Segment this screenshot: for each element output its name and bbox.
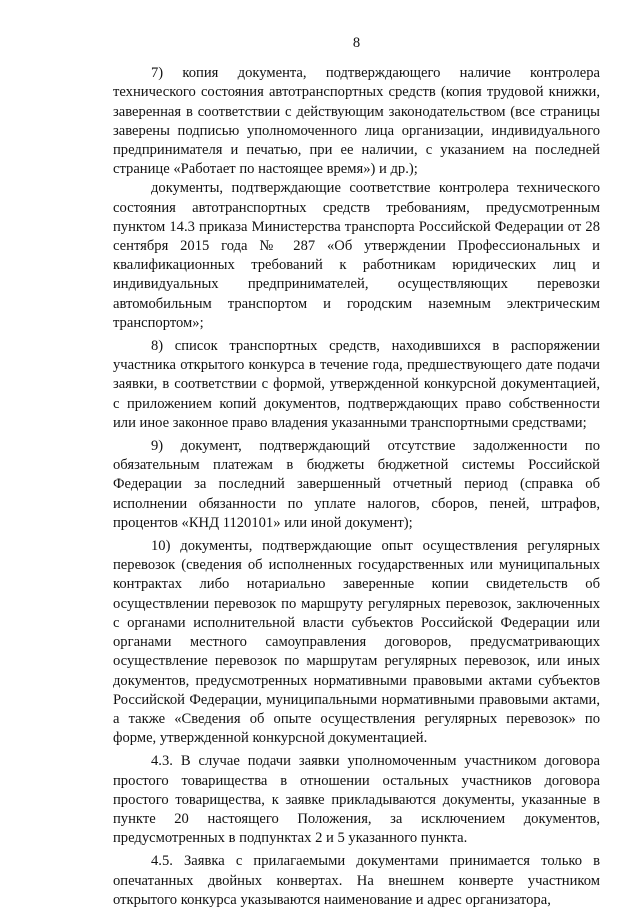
paragraph-item-10-transport-experience: 10) документы, подтверждающие опыт осуществления регулярных перевозок (сведения об исполненных государственных или муниципальных контрактах либо нотариально заверенные копии свидетельств об осуществлении перевозок по маршруту регулярных перевозок, заключенных с органами исполнительной власти субъектов Российской Федерации или органами местного самоуправления договоров, предусматривающих осуществление перевозок по маршрутам регулярных перевозок, или иных документов, предусмотренных нормативными правовыми актами субъектов Российской Федерации, муниципальными нормативными правовыми актами, а также «Сведения об опыте осуществления регулярных перевозок» по форме, утвержденной конкурсной документацией. xyxy=(113,538,600,747)
page-number: 8 xyxy=(352,35,361,51)
paragraph-item-9-no-debt-document: 9) документ, подтверждающий отсутствие задолженности по обязательным платежам в бюджеты бюджетной системы Российской Федерации за последний завершенный отчетный период (справка об исполнении обязанности по уплате налогов, сборов, пеней, штрафов, процентов «КНД 1120101» или иной документ); xyxy=(113,438,600,531)
paragraph-item-7-copy-controller-document: 7) копия документа, подтверждающего наличие контролера технического состояния автотранспортных средств (копия трудовой книжки, заверенная в соответствии с действующим законодательством (все страницы заверены подписью уполномоченного лица организации, индивидуального предпринимателя и печатью, при ее наличии, с указанием на последней странице «Работает по настоящее время») и др.); xyxy=(113,65,600,178)
paragraph-4-5-sealed-envelopes: 4.5. Заявка с прилагаемыми документами принимается только в опечатанных двойных конвертах. На внешнем конверте участником открытого конкурса указываются наименование и адрес организатора, xyxy=(113,853,600,908)
paragraph-controller-compliance-documents: документы, подтверждающие соответствие контролера технического состояния автотранспортных средств требованиям, предусмотренным пунктом 14.3 приказа Министерства транспорта Российской Федерации от 28 сентября 2015 года № 287 «Об утверждении Профессиональных и квалификационных требований к работникам юридических лиц и индивидуальных предпринимателей, осуществляющих перевозки автомобильным транспортом и городским наземным электрическим транспортом»; xyxy=(113,180,600,331)
paragraph-4-3-partnership-application: 4.3. В случае подачи заявки уполномоченным участником договора простого товарищества в отношении остальных участников договора простого товарищества, к заявке прикладываются документы, указанные в пункте 20 настоящего Положения, за исключением документов, предусмотренных в подпунктах 2 и 5 указанного пункта. xyxy=(113,753,600,847)
paragraph-item-8-vehicle-list: 8) список транспортных средств, находившихся в распоряжении участника открытого конкурса в течение года, предшествующего дате подачи заявки, в соответствии с формой, утвержденной конкурсной документацией, с приложением копий документов, подтверждающих право собственности или иное законное право владения указанными транспортными средствами; xyxy=(113,338,600,431)
